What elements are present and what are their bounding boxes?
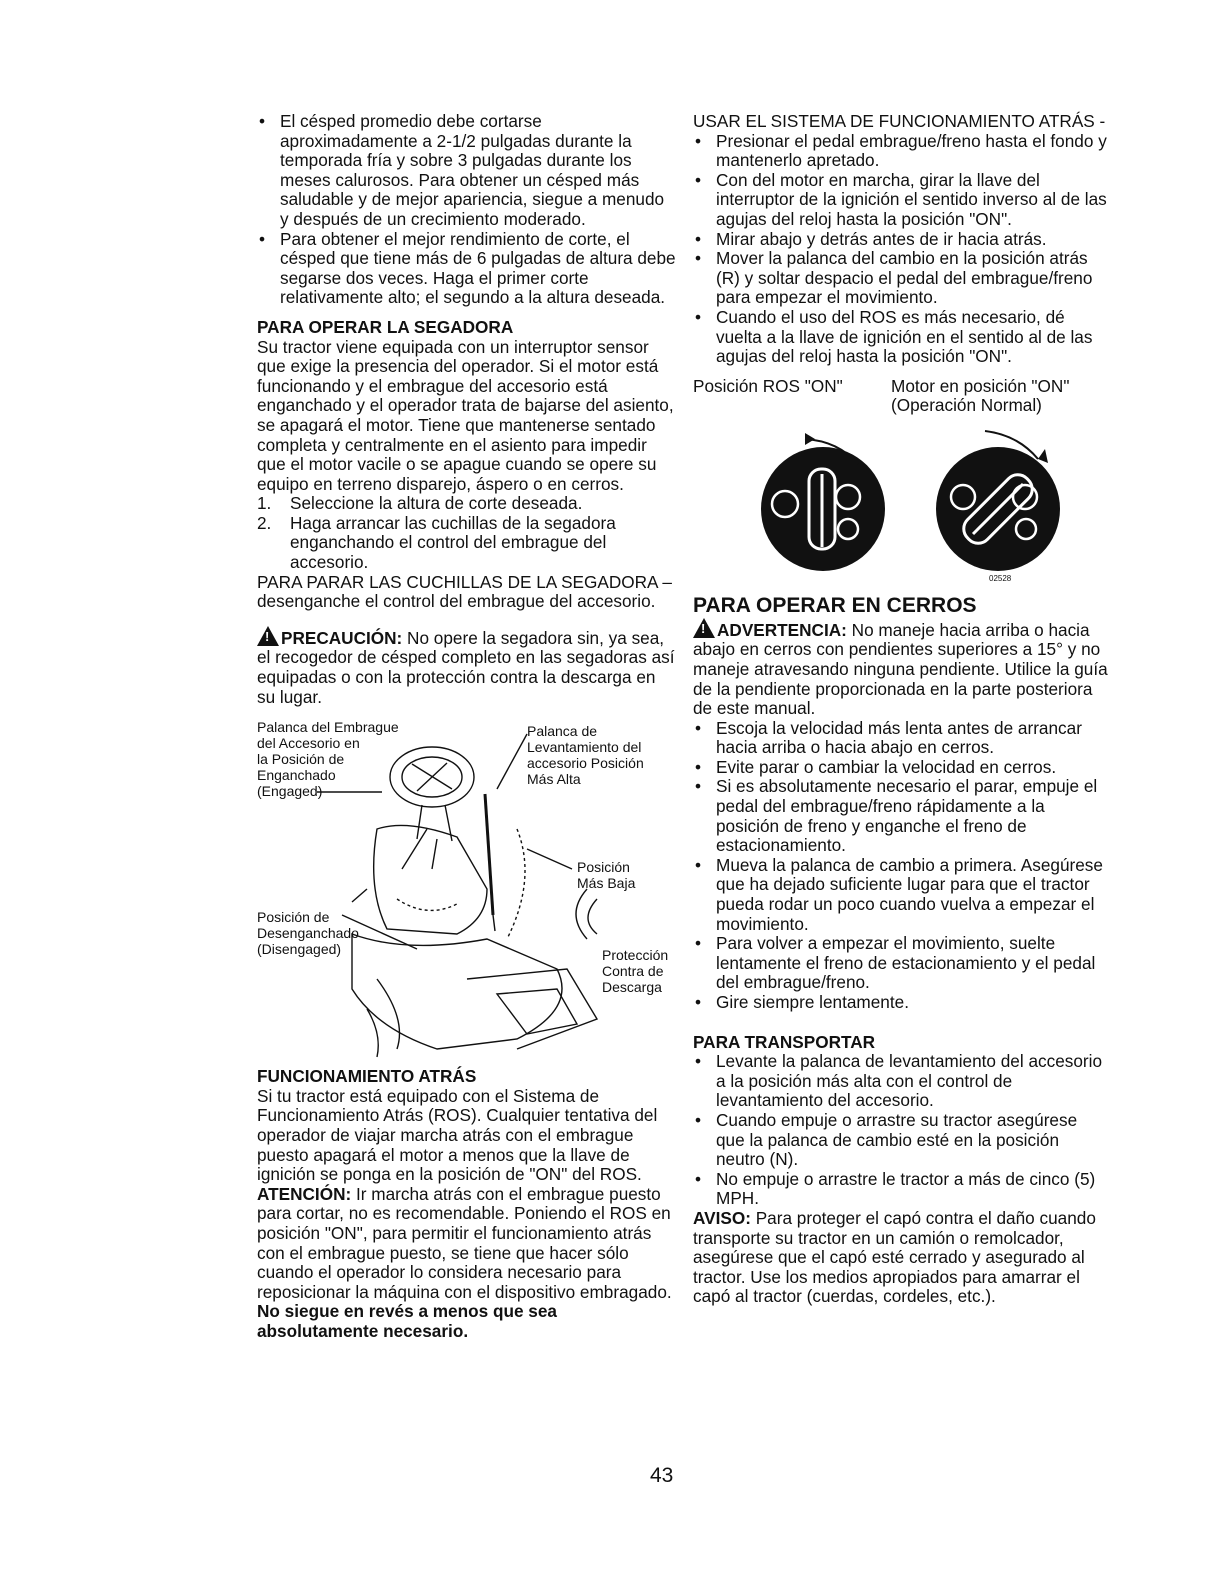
list-item: • Levante la palanca de levantamiento del accesorio a la posición más alta con el control de levantamiento del accesorio. <box>693 1052 1108 1111</box>
page-number: 43 <box>650 1464 674 1487</box>
warning-icon <box>693 618 715 638</box>
section-heading-cerros: PARA OPERAR EN CERROS <box>693 593 977 617</box>
list-item: • Escoja la velocidad más lenta antes de arrancar hacia arriba o hacia abajo en cerros. <box>693 719 1108 758</box>
advertencia-paragraph: !ADVERTENCIA: No maneje hacia arriba o hacia abajo en cerros con pendientes superiores a 15° y no maneje atravesando ninguna pendiente. Utilice la guía de la pendiente proporcionada en la parte posteriora de este manual. <box>693 618 1108 719</box>
list-item: • Mueva la palanca de cambio a primera. Asegúrese que ha dejado suficiente lugar para que el tractor pueda rodar un poco cuando vuelva a empezar el movimiento. <box>693 856 1108 934</box>
list-item: • Cuando el uso del ROS es más necesario, dé vuelta a la llave de ignición en el sentido al de las agujas del reloj hasta la posición "ON". <box>693 308 1108 367</box>
cerros-list <box>693 719 1108 1013</box>
list-item: • Si es absolutamente necesario el parar, empuje el pedal del embrague/freno rápidamente a la posición de freno y enganche el freno de estacionamiento. <box>693 777 1108 855</box>
ros-paragraph: Si tu tractor está equipado con el Sistema de Funcionamiento Atrás (ROS). Cualquier tentativa del operador de viajar marcha atrás con el embrague puesto apagará el motor a menos que la llave de ignición se ponga en la posición de "ON" del ROS. <box>257 1085 658 1185</box>
list-item: • Cuando empuje o arrastre su tractor asegúrese que la palanca de cambio esté en la posición neutro (N). <box>693 1111 1108 1170</box>
usar-list <box>693 132 1108 367</box>
section-heading-ros: FUNCIONAMIENTO ATRÁS <box>257 1066 477 1087</box>
operar-paragraph: Su tractor viene equipada con un interruptor sensor que exige la presencia del operador. Si el motor está funcionando y el embrague del accesorio está enganchado y el operador trata de bajarse del asiento, se apagará el motor. Tiene que mantenerse sentado completa y centralmente en el asiento para impedir que el motor vacile o se apague cuando se opere su equipo en terreno disparejo, áspero o en cerros. <box>257 336 674 494</box>
list-item: • Para obtener el mejor rendimiento de corte, el césped que tiene más de 6 pulgadas de altura debe segarse dos veces. Haga el primer corte relativamente alto; el segundo a la altura deseada. <box>257 230 677 308</box>
list-item: • Gire siempre lentamente. <box>693 993 1108 1013</box>
precaucion-paragraph: !PRECAUCIÓN: No opere la segadora sin, ya sea, el recogedor de césped completo en las segadoras así equipadas o con la protección contra la descarga en su lugar. <box>257 626 677 707</box>
transportar-list <box>693 1052 1108 1209</box>
ignition-key-figure <box>693 419 1108 594</box>
caption-motor-on: Motor en posición "ON" (Operación Normal) <box>891 375 1070 416</box>
label-disengaged: Posición de Desenganchado (Disengaged) <box>257 909 359 958</box>
label-discharge-guard: Protección Contra de Descarga <box>602 947 669 996</box>
label-lowest-position: Posición Más Baja <box>577 859 636 892</box>
step-item: 1. Seleccione la altura de corte deseada. <box>257 493 583 514</box>
list-item: • El césped promedio debe cortarse aproximadamente a 2-1/2 pulgadas durante la temporada fría y sobre 3 pulgadas durante los meses calurosos. Para obtener un césped más saludable y de mejor apariencia, siegue a menudo y después de un crecimiento moderado. <box>257 112 677 230</box>
list-item: • Para volver a empezar el movimiento, suelte lentamente el freno de estacionamiento y el pedal del embrague/freno. <box>693 934 1108 993</box>
label-engaged: Palanca del Embrague del Accesorio en la Posición de Enganchado (Engaged) <box>257 719 399 800</box>
key-captions <box>693 377 1108 419</box>
ignition-switch-illustration <box>693 419 1108 594</box>
section-heading-transportar: PARA TRANSPORTAR <box>693 1031 876 1052</box>
section-heading-operar: PARA OPERAR LA SEGADORA <box>257 316 514 337</box>
left-column <box>257 112 677 1342</box>
label-lift-lever: Palanca de Levantamiento del accesorio Posición Más Alta <box>527 723 644 788</box>
section-heading-usar: USAR EL SISTEMA DE FUNCIONAMIENTO ATRÁS - <box>693 111 1106 131</box>
list-item: • Mover la palanca del cambio en la posición atrás (R) y soltar despacio el pedal del embrague/freno para empezar el movimiento. <box>693 249 1108 308</box>
warning-icon <box>257 626 279 646</box>
parar-paragraph: PARA PARAR LAS CUCHILLAS DE LA SEGADORA – desenganche el control del embrague del accesorio. <box>257 571 672 612</box>
atencion-paragraph: ATENCIÓN: Ir marcha atrás con el embrague puesto para cortar, no es recomendable. Poniendo el ROS en posición "ON", para permitir el funcionamiento atrás con el embrague puesto, se tiene que hacer sólo cuando el operador lo considera necesario para reposicionar la máquina con el dispositivo embragado. No siegue en revés a menos que sea absolutamente necesario. <box>257 1183 672 1341</box>
list-item: • No empuje o arrastre le tractor a más de cinco (5) MPH. <box>693 1170 1108 1209</box>
list-item: • Presionar el pedal embrague/freno hasta el fondo y mantenerlo apretado. <box>693 132 1108 171</box>
step-item: 2. Haga arrancar las cuchillas de la segadora enganchando el control del embrague del accesorio. <box>257 512 616 573</box>
figure-code: 02528 <box>989 573 1012 583</box>
steps-list <box>257 494 677 572</box>
aviso-paragraph: AVISO: Para proteger el capó contra el daño cuando transporte su tractor en un camión o remolcador, asegúrese que el capó esté cerrado y asegurado al tractor. Use los medios apropiados para amarrar el capó al tractor (cuerdas, cordeles, etc.). <box>693 1207 1096 1307</box>
list-item: • Con del motor en marcha, girar la llave del interruptor de la ignición el sentido inverso al de las agujas del reloj hasta la posición "ON". <box>693 171 1108 230</box>
right-column <box>693 112 1108 1307</box>
caption-ros-on: Posición ROS "ON" <box>693 375 843 396</box>
list-item: • Evite parar o cambiar la velocidad en cerros. <box>693 758 1108 778</box>
list-item: • Mirar abajo y detrás antes de ir hacia atrás. <box>693 230 1108 250</box>
tractor-figure <box>257 719 677 1059</box>
mowing-tips-list <box>257 112 677 308</box>
